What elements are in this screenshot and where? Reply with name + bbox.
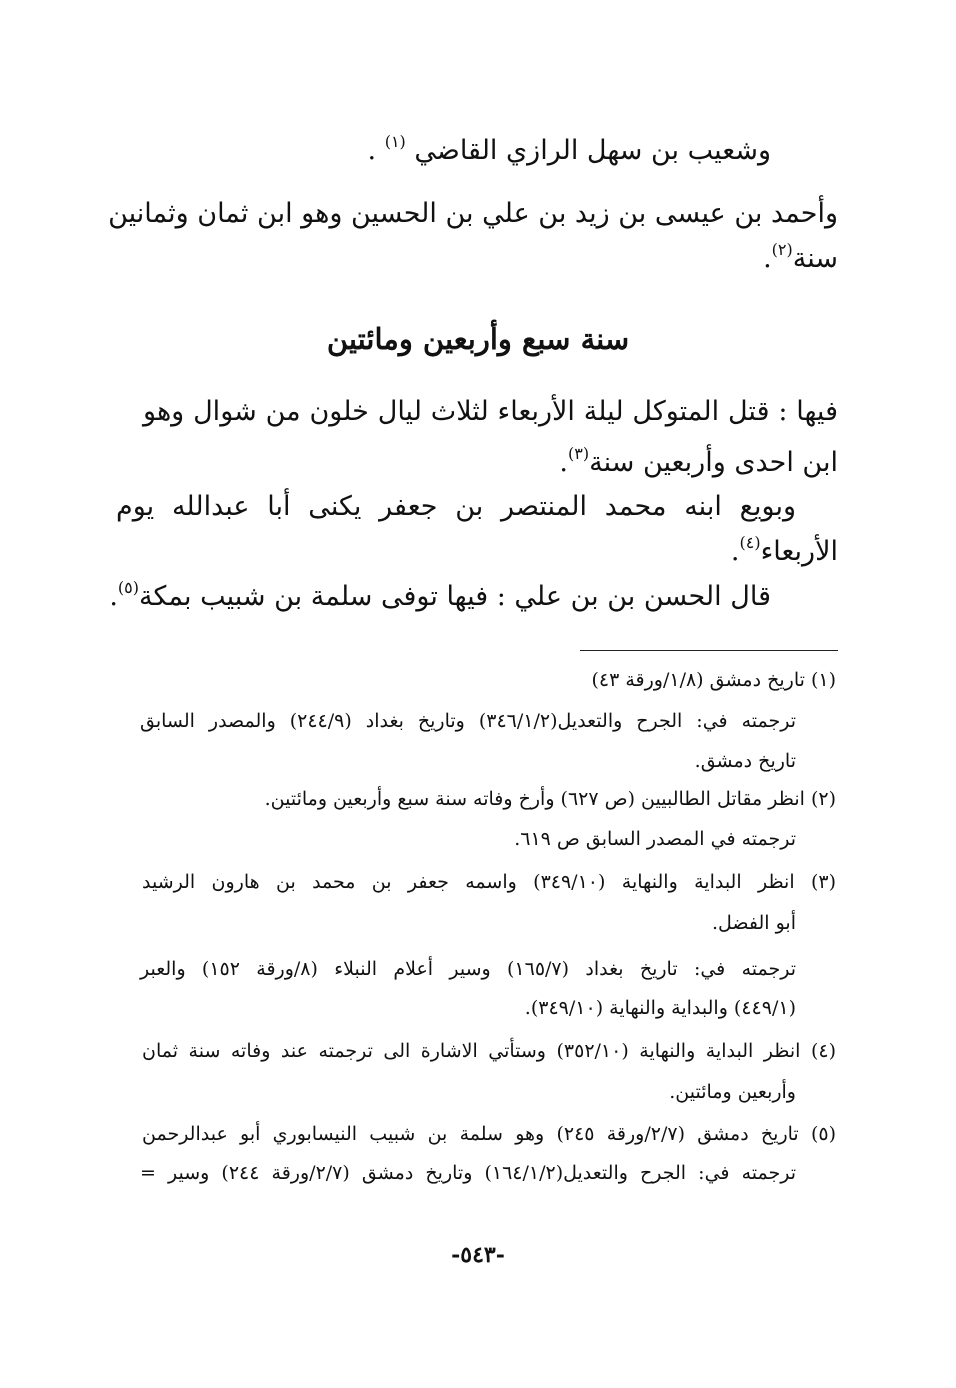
section-heading: سنة سبع وأربعين ومائتين (326, 322, 630, 356)
text-line-5 (559, 444, 838, 480)
footnote-separator (580, 650, 838, 651)
line-8-text: قال الحسن بن بن علي : فيها توفى سلمة بن شبيب بمكة (139, 581, 771, 612)
text-line-4 (143, 396, 838, 427)
footnote-4-line-1: (٤) انظر البداية والنهاية (٣٥٢/١٠) وستأتي الاشارة الى ترجمته عند وفاته سنة ثمان (142, 1040, 836, 1062)
line-2-text: وأحمد بن عيسى بن زيد بن علي بن الحسين وهو ابن ثمان وثمانين (108, 198, 838, 229)
footnote-3-line-4: (٤٤٩/١) والبداية والنهاية (٣٤٩/١٠). (524, 997, 796, 1019)
line-7-end: . (730, 536, 740, 567)
footnote-5-line-1: (٥) تاريخ دمشق (٢/٧/ورقة ٢٤٥) وهو سلمة بن شبيب النيسابوري أبو عبدالرحمن (142, 1123, 836, 1145)
footnote-1-line-3: تاريخ دمشق. (694, 750, 796, 772)
footnote-1-line-2: ترجمته في: الجرح والتعديل(٣٤٦/١/٢) وتاريخ بغداد (٢٤٤/٩) والمصدر السابق (140, 710, 796, 732)
line-7-text: الأربعاء (760, 536, 838, 567)
text-line-1 (368, 132, 771, 168)
line-3-end: . (763, 243, 772, 274)
line-5-end: . (559, 447, 569, 478)
footnote-2-line-1: (٢) انظر مقاتل الطالبيين (ص ٦٢٧) وأرخ وفاته سنة سبع وأربعين ومائتين. (264, 788, 836, 810)
footnote-4-line-2: وأربعين ومائتين. (669, 1081, 796, 1103)
footnote-ref-1: (١) (384, 132, 406, 151)
footnote-3-line-2: أبو الفضل. (711, 912, 796, 934)
line-1-end: . (367, 135, 377, 166)
footnote-ref-3: (٣) (568, 444, 590, 463)
line-6-text: وبويع ابنه محمد المنتصر بن جعفر يكنى أبا عبدالله يوم (116, 491, 796, 522)
text-line-7 (731, 533, 838, 569)
text-line-3 (763, 240, 838, 276)
line-1-text: وشعيب بن سهل الرازي القاضي (414, 135, 771, 166)
footnote-5-line-2: ترجمته في: الجرح والتعديل(١٦٤/١/٢) وتاريخ دمشق (٢/٧/ورقة ٢٤٤) وسير = (140, 1162, 796, 1184)
page-number: -٥٤٣- (451, 1242, 505, 1268)
footnote-ref-5: (٥) (117, 578, 139, 597)
text-line-2 (108, 198, 838, 229)
text-line-8 (109, 578, 771, 614)
footnote-1-line-1: (١) تاريخ دمشق (١/٨/ورقة ٤٣) (591, 669, 836, 691)
line-8-end: . (109, 581, 118, 612)
footnote-ref-2: (٢) (771, 240, 793, 259)
footnote-2-line-2: ترجمته في المصدر السابق ص ٦١٩. (514, 828, 796, 850)
footnote-3-line-3: ترجمته في: تاريخ بغداد (١٦٥/٧) وسير أعلام النبلاء (٨/ورقة ١٥٢) والعبر (140, 958, 796, 980)
line-5-text: ابن احدى وأربعين سنة (589, 447, 838, 478)
line-3-text: سنة (792, 243, 838, 274)
text-line-6 (116, 491, 796, 522)
footnote-ref-4: (٤) (739, 533, 761, 552)
footnote-3-line-1: (٣) انظر البداية والنهاية (٣٤٩/١٠) واسمه جعفر بن محمد بن هارون الرشيد (142, 871, 836, 893)
line-4-text: فيها : قتل المتوكل ليلة الأربعاء لثلاث ليال خلون من شوال وهو (143, 396, 838, 427)
